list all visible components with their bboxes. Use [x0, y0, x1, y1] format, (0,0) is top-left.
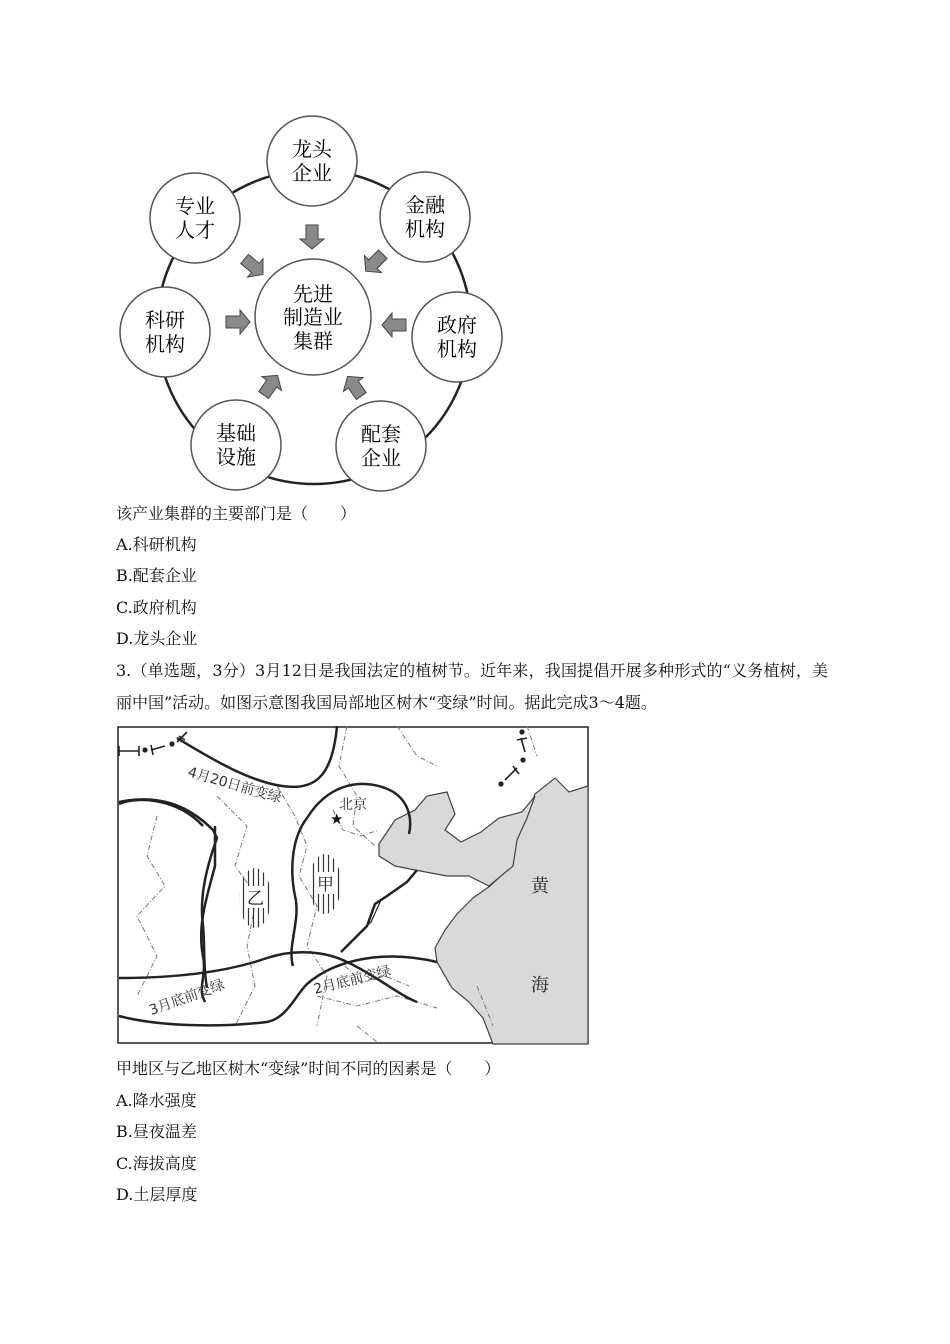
label-yi: 乙: [247, 889, 264, 909]
q2-option-d: D.龙头企业: [116, 629, 198, 648]
node-zhengfu: [412, 292, 502, 382]
node-keyan: [120, 287, 210, 377]
q3-stem: 甲地区与乙地区树木“变绿”时间不同的因素是（ ）: [116, 1059, 501, 1078]
q2-option-b: B.配套企业: [116, 566, 197, 585]
node-peitao-line2: 企业: [361, 446, 401, 470]
center-line-2: 制造业: [283, 305, 343, 329]
q2-option-c: C.政府机构: [116, 598, 197, 617]
node-peitao: [336, 401, 426, 491]
node-zhuanye-line1: 专业: [175, 194, 215, 218]
node-zhuanye: [150, 173, 240, 263]
node-zhengfu-line2: 机构: [437, 337, 477, 361]
beijing-star-icon: ★: [330, 810, 344, 828]
node-keyan-line1: 科研: [145, 308, 185, 332]
node-jinrong-line1: 金融: [405, 193, 445, 217]
arrow-from-jichu: [254, 368, 287, 401]
node-zhengfu-line1: 政府: [437, 313, 477, 337]
q3-intro: 3.（单选题，3分）3月12日是我国法定的植树节。近年来，我国提倡开展多种形式的“义务植树，美丽中国”活动。如图示意图我国局部地区树木“变绿”时间。据此完成3～4题。: [116, 661, 828, 712]
arrow-from-peitao: [338, 369, 371, 402]
q3-option-d: D.土层厚度: [116, 1185, 198, 1204]
node-longtou-line2: 企业: [292, 161, 332, 185]
center-node: [255, 259, 371, 375]
greening-time-map: [117, 726, 589, 1046]
label-huang: 黄: [531, 876, 549, 897]
arrow-from-jinrong: [357, 246, 391, 280]
label-feb-end: 2月底前变绿: [312, 963, 393, 998]
label-hai: 海: [531, 975, 549, 996]
label-beijing: 北京: [339, 797, 367, 813]
q3-option-a: A.降水强度: [116, 1091, 197, 1110]
node-jichu-line2: 设施: [216, 445, 256, 469]
label-apr20: 4月20日前变绿: [185, 764, 284, 807]
center-line-3: 集群: [293, 329, 333, 353]
node-longtou: [267, 116, 357, 206]
node-jinrong-line2: 机构: [405, 217, 445, 241]
q3-option-b: B.昼夜温差: [116, 1122, 197, 1141]
center-line-1: 先进: [293, 282, 333, 306]
arrow-from-zhengfu: [382, 313, 406, 337]
label-jia: 甲: [317, 875, 334, 895]
node-jinrong: [380, 172, 470, 262]
node-keyan-line2: 机构: [145, 332, 185, 356]
industry-cluster-diagram: [110, 110, 510, 495]
q3-option-c: C.海拔高度: [116, 1154, 197, 1173]
node-jichu: [191, 400, 281, 490]
node-zhuanye-line2: 人才: [175, 218, 215, 242]
node-longtou-line1: 龙头: [292, 137, 332, 161]
label-mar-end: 3月底前变绿: [147, 976, 227, 1019]
node-peitao-line1: 配套: [361, 422, 401, 446]
arrow-from-zhuanye: [237, 250, 271, 284]
q2-option-a: A.科研机构: [116, 535, 197, 554]
node-jichu-line1: 基础: [216, 421, 256, 445]
q2-stem: 该产业集群的主要部门是（ ）: [116, 504, 357, 523]
arrow-from-longtou: [300, 225, 324, 249]
arrow-from-keyan: [226, 310, 250, 334]
